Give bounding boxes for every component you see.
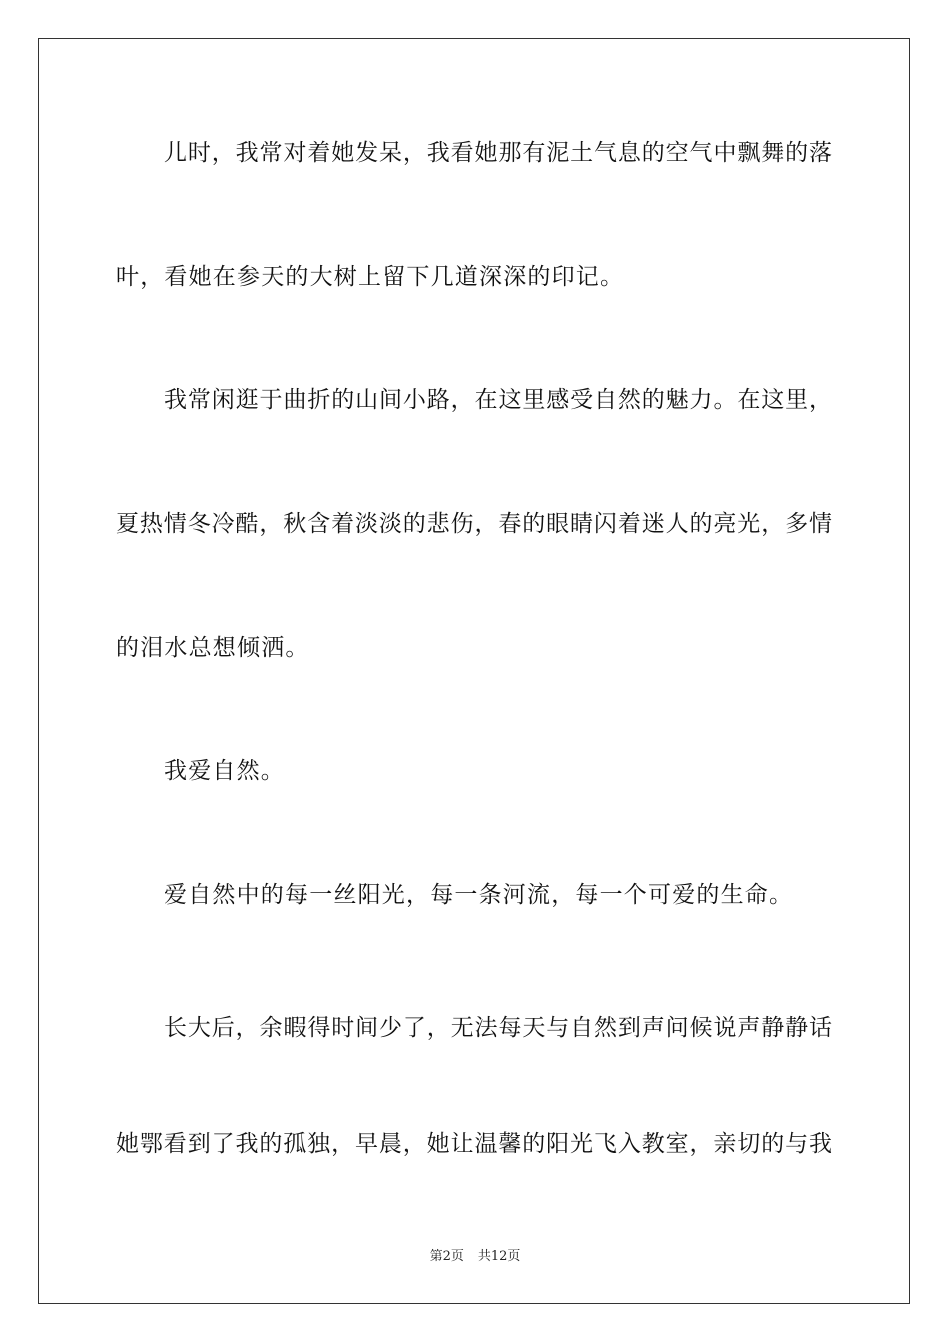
paragraph-line: 夏热情冬冷酷，秋含着淡淡的悲伤，春的眼睛闪着迷人的亮光，多情 <box>116 511 832 537</box>
paragraph-line: 我常闲逛于曲折的山间小路，在这里感受自然的魅力。在这里， <box>164 387 832 413</box>
paragraph-line: 爱自然中的每一丝阳光，每一条河流，每一个可爱的生命。 <box>164 882 794 908</box>
page-number: 第2页 <box>429 1249 464 1264</box>
paragraph-line: 她鄂看到了我的孤独，早晨，她让温馨的阳光飞入教室，亲切的与我 <box>116 1131 832 1157</box>
paragraph-line: 的泪水总想倾洒。 <box>116 635 310 661</box>
paragraph-line: 儿时，我常对着她发呆，我看她那有泥土气息的空气中飘舞的落 <box>164 140 832 166</box>
paragraph-line: 长大后，余暇得时间少了，无法每天与自然到声问候说声静静话 <box>164 1015 832 1041</box>
paragraph-line: 叶，看她在参天的大树上留下几道深深的印记。 <box>116 264 625 290</box>
page-footer <box>0 1248 950 1266</box>
paragraph-line: 我爱自然。 <box>164 758 285 784</box>
page-border <box>38 38 910 1304</box>
page-total: 共12页 <box>477 1249 521 1264</box>
